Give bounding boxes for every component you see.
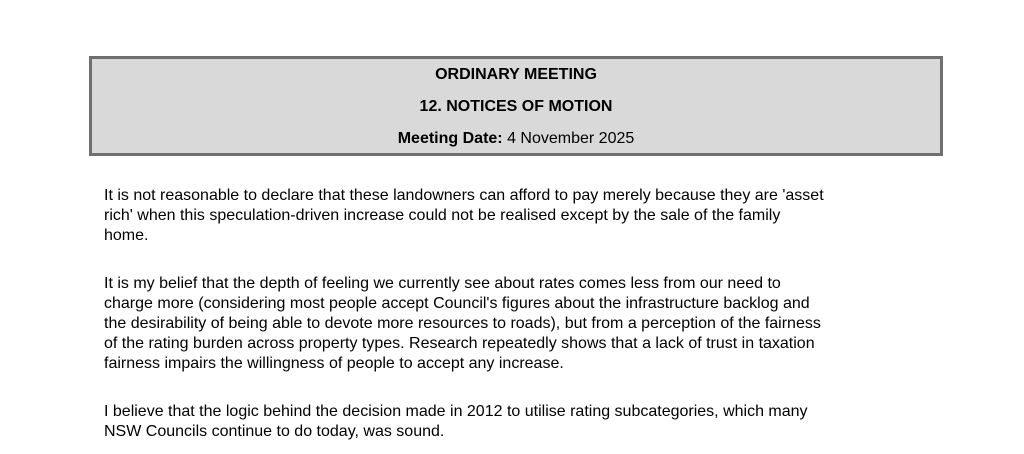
paragraph-line: the desirability of being able to devote more resources to roads), but from a perception of the fairness — [104, 315, 821, 332]
section-heading: 12. NOTICES OF MOTION — [419, 98, 613, 115]
paragraph-line: NSW Councils continue to do today, was sound. — [104, 423, 445, 440]
meeting-type-heading: ORDINARY MEETING — [435, 66, 597, 83]
paragraph-line: of the rating burden across property types. Research repeatedly shows that a lack of trust in taxation — [104, 335, 815, 352]
paragraph-line: It is my belief that the depth of feeling we currently see about rates comes less from our need to — [104, 275, 781, 292]
meeting-date — [92, 129, 940, 149]
meeting-date-label: Meeting Date: — [397, 130, 503, 147]
meeting-header — [89, 56, 943, 156]
paragraph-line: fairness impairs the willingness of people to accept any increase. — [104, 355, 564, 372]
paragraph-line: home. — [104, 227, 149, 244]
paragraph-3 — [104, 402, 934, 442]
meeting-date-value: 4 November 2025 — [507, 130, 635, 147]
paragraph-line: charge more (considering most people accept Council's figures about the infrastructure backlog and — [104, 295, 810, 312]
paragraph-1 — [104, 186, 934, 246]
paragraph-line: rich' when this speculation-driven increase could not be realised except by the sale of the family — [104, 207, 781, 224]
paragraph-line: I believe that the logic behind the decision made in 2012 to utilise rating subcategories, which many — [104, 403, 808, 420]
paragraph-line: It is not reasonable to declare that these landowners can afford to pay merely because they are 'asset — [104, 187, 824, 204]
paragraph-2 — [104, 274, 934, 374]
